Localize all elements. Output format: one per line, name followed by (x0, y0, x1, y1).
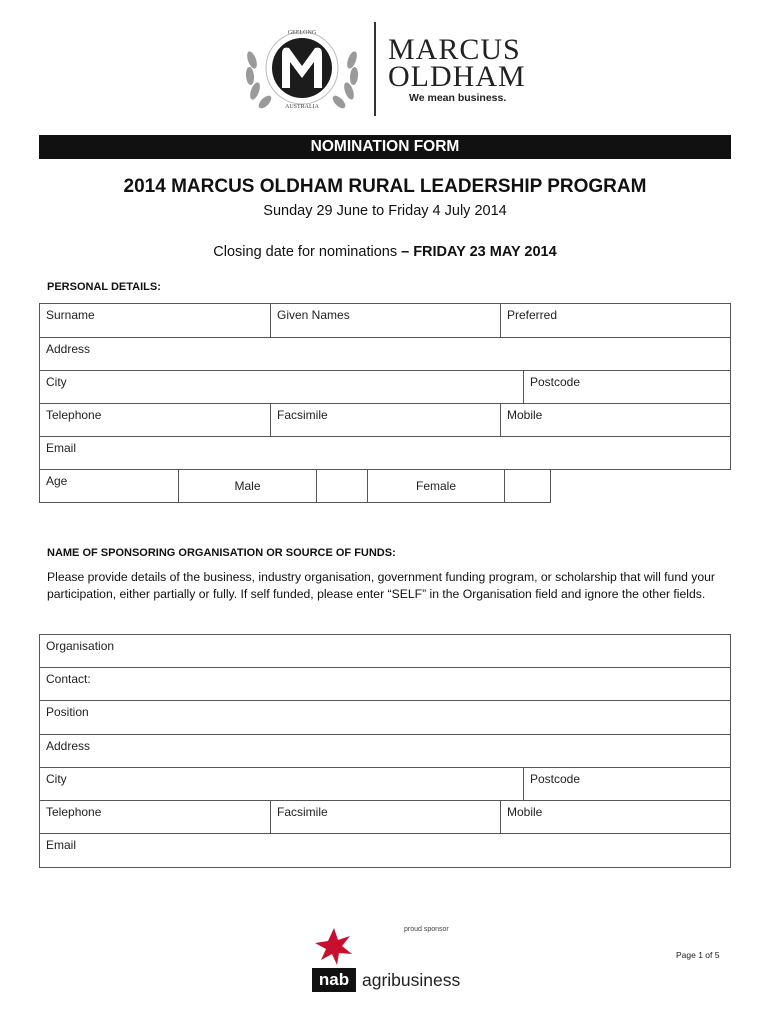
agribusiness-text: agribusiness (362, 970, 461, 990)
address-label: Address (46, 342, 91, 356)
nab-star-icon (312, 925, 356, 967)
sponsor-city-label: City (46, 772, 67, 786)
program-dates: Sunday 29 June to Friday 4 July 2014 (263, 203, 507, 219)
city-field[interactable] (39, 370, 524, 404)
sponsor-mobile-label: Mobile (507, 805, 543, 819)
facsimile-label: Facsimile (277, 408, 328, 422)
sponsor-address-field[interactable] (39, 734, 731, 768)
emblem-top-text: GEELONG (287, 30, 317, 36)
male-label-cell (178, 469, 317, 503)
postcode-label: Postcode (530, 375, 581, 389)
marcus-oldham-emblem (238, 20, 366, 112)
facsimile-field[interactable] (270, 403, 501, 437)
sponsor-city-field[interactable] (39, 767, 524, 801)
sponsor-telephone-field[interactable] (39, 800, 271, 834)
preferred-field[interactable] (500, 303, 731, 338)
sponsor-address-label: Address (46, 739, 91, 753)
sponsor-heading: NAME OF SPONSORING ORGANISATION OR SOURCE OF FUNDS: (47, 547, 396, 559)
closing-deadline: – FRIDAY 23 MAY 2014 (401, 244, 557, 260)
form-banner: NOMINATION FORM (39, 135, 731, 159)
sponsor-facsimile-label: Facsimile (277, 805, 328, 819)
nab-logo-text: nab (312, 968, 356, 992)
preferred-label: Preferred (507, 308, 558, 322)
age-label: Age (46, 474, 68, 488)
female-label-cell (367, 469, 505, 503)
sponsor-email-label: Email (46, 838, 77, 852)
age-field[interactable] (39, 469, 179, 503)
sponsor-telephone-label: Telephone (46, 805, 102, 819)
sponsor-mobile-field[interactable] (500, 800, 731, 834)
organisation-label: Organisation (46, 639, 115, 653)
female-checkbox[interactable] (504, 469, 551, 503)
male-checkbox[interactable] (316, 469, 368, 503)
closing-prefix: Closing date for nominations (213, 244, 402, 260)
logo-divider (374, 22, 376, 116)
contact-label: Contact: (46, 672, 91, 686)
contact-field[interactable] (39, 667, 731, 701)
telephone-field[interactable] (39, 403, 271, 437)
sponsor-instructions: Please provide details of the business, industry organisation, government funding program, or scholarship that will fund your participation, either partially or fully. If self funded, please enter “SELF” in the Organisation field and ignore the other fields. (47, 570, 715, 601)
emblem-bottom-text: AUSTRALIA (285, 104, 319, 110)
given-names-field[interactable] (270, 303, 501, 338)
female-label: Female (415, 479, 456, 493)
brand-tagline: We mean business. (409, 92, 507, 104)
proud-sponsor-text: proud sponsor (404, 926, 449, 933)
surname-field[interactable] (39, 303, 271, 338)
email-field[interactable] (39, 436, 731, 470)
sponsor-email-field[interactable] (39, 833, 731, 868)
given-names-label: Given Names (277, 308, 350, 322)
email-label: Email (46, 441, 77, 455)
program-title: 2014 MARCUS OLDHAM RURAL LEADERSHIP PROGRAM (123, 176, 647, 197)
sponsor-postcode-field[interactable] (523, 767, 731, 801)
organisation-field[interactable] (39, 634, 731, 668)
position-field[interactable] (39, 700, 731, 735)
mobile-field[interactable] (500, 403, 731, 437)
mobile-label: Mobile (507, 408, 543, 422)
brand-line-2: OLDHAM (388, 60, 526, 93)
address-field[interactable] (39, 337, 731, 371)
sponsor-facsimile-field[interactable] (270, 800, 501, 834)
page-number: Page 1 of 5 (676, 950, 720, 960)
sponsor-postcode-label: Postcode (530, 772, 581, 786)
personal-details-heading: PERSONAL DETAILS: (47, 281, 161, 293)
city-label: City (46, 375, 67, 389)
brand-line-1: MARCUS (388, 33, 521, 66)
male-label: Male (234, 479, 261, 493)
position-label: Position (46, 705, 89, 719)
telephone-label: Telephone (46, 408, 102, 422)
closing-date (0, 244, 770, 260)
surname-label: Surname (46, 308, 95, 322)
postcode-field[interactable] (523, 370, 731, 404)
